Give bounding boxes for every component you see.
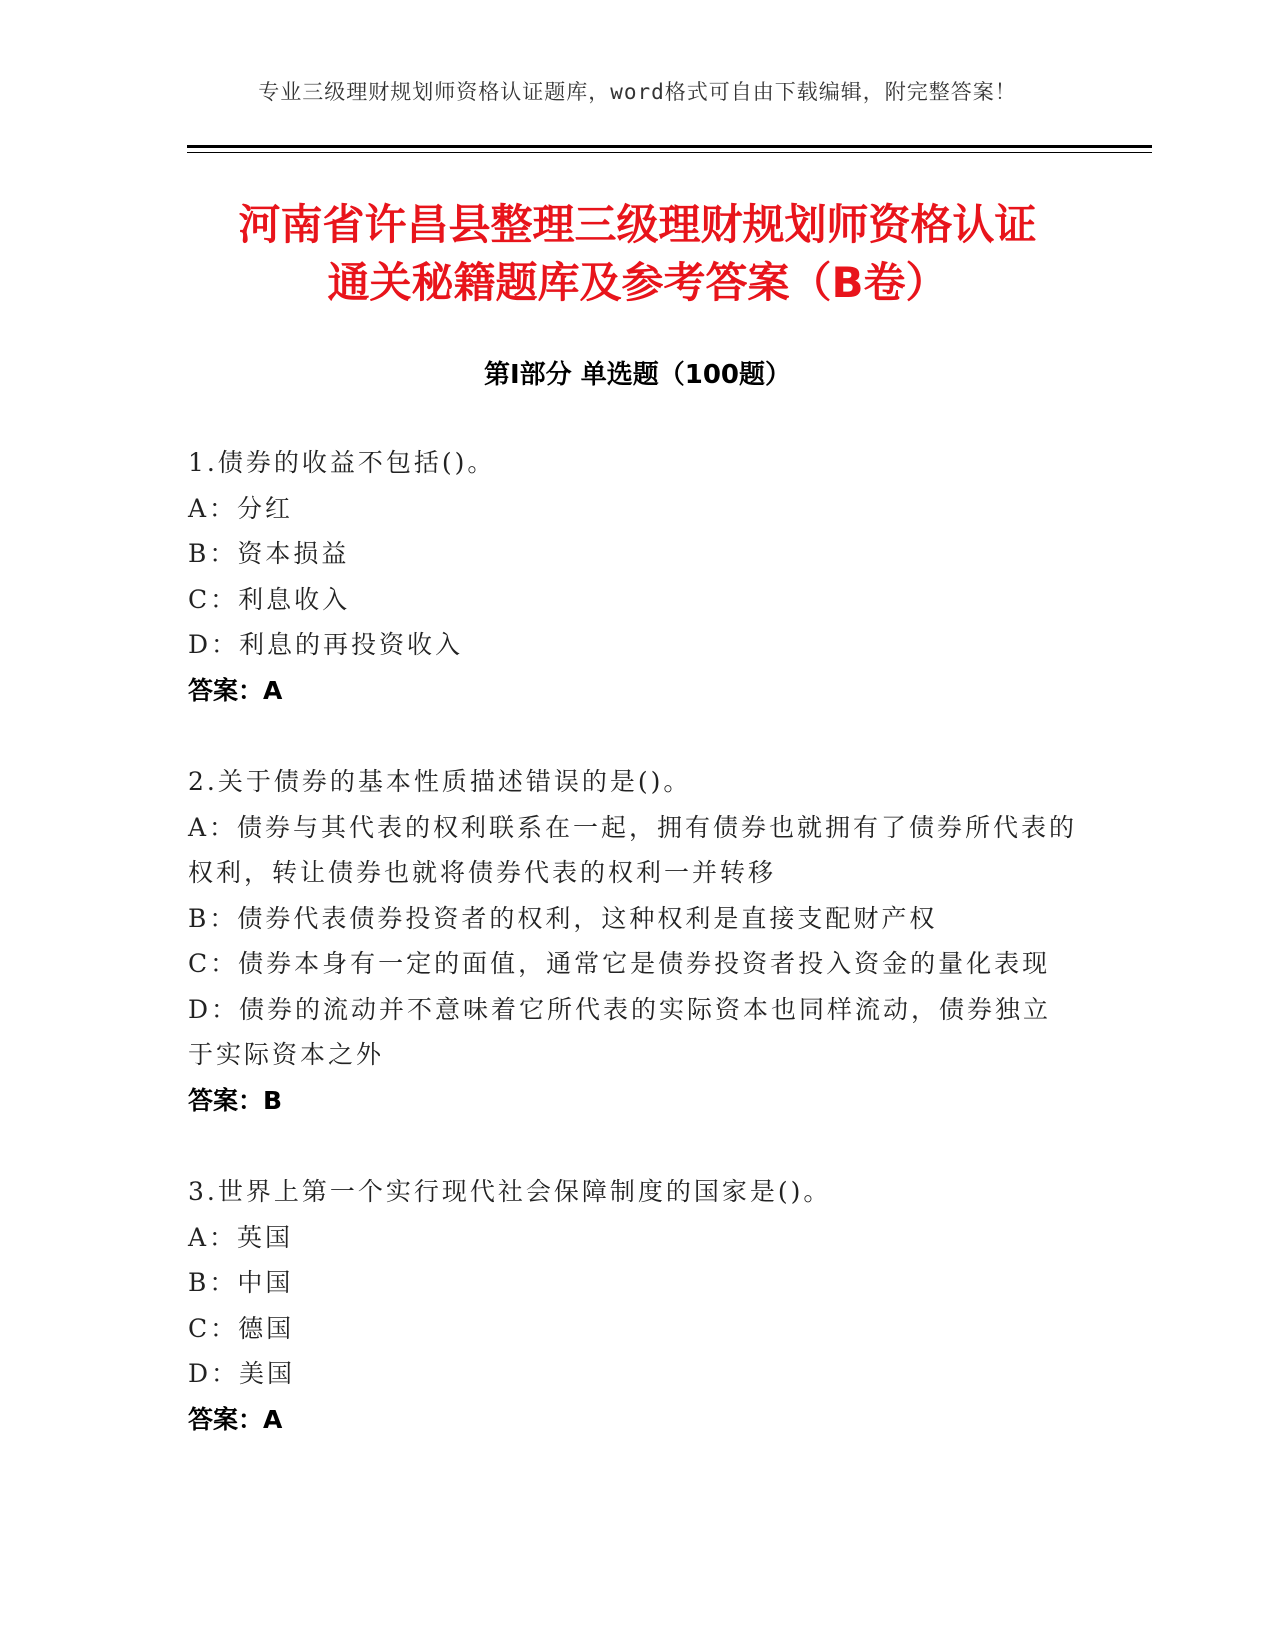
- question-text: 3.世界上第一个实行现代社会保障制度的国家是()。: [188, 1177, 832, 1206]
- header-note: 专业三级理财规划师资格认证题库，word格式可自由下载编辑，附完整答案！: [258, 80, 1017, 104]
- answer: 答案：B: [188, 1085, 283, 1115]
- option-c: C：德国: [188, 1313, 295, 1343]
- title-line-2: 通关秘籍题库及参考答案（B卷）: [327, 258, 948, 307]
- option-a: A：英国: [188, 1222, 294, 1252]
- option-a: A：分红: [188, 493, 294, 523]
- header-rule-thin: [187, 152, 1152, 153]
- option-d: D：利息的再投资收入: [188, 630, 464, 659]
- question-1: [188, 440, 1078, 713]
- option-a: A：债券与其代表的权利联系在一起，拥有债券也就拥有了债券所代表的权利，转让债券也就将债券代表的权利一并转移: [188, 812, 1078, 887]
- answer: 答案：A: [188, 1404, 283, 1434]
- question-list: [188, 440, 1078, 1488]
- option-b: B：资本损益: [188, 539, 350, 568]
- document-title: [150, 196, 1125, 312]
- title-line-1: 河南省许昌县整理三级理财规划师资格认证: [238, 200, 1037, 249]
- option-d: D：债券的流动并不意味着它所代表的实际资本也同样流动，债券独立于实际资本之外: [188, 994, 1052, 1069]
- question-2: [188, 759, 1078, 1123]
- answer: 答案：A: [188, 675, 283, 705]
- header-rule-thick: [187, 145, 1152, 148]
- section-title: 第Ⅰ部分 单选题（100题）: [484, 360, 791, 390]
- question-text: 1.债券的收益不包括()。: [188, 448, 496, 477]
- option-d: D：美国: [188, 1359, 296, 1388]
- question-3: [188, 1169, 1078, 1442]
- option-b: B：中国: [188, 1268, 294, 1297]
- option-b: B：债券代表债券投资者的权利，这种权利是直接支配财产权: [188, 903, 938, 933]
- option-c: C：利息收入: [188, 584, 351, 614]
- option-c: C：债券本身有一定的面值，通常它是债券投资者投入资金的量化表现: [188, 949, 1051, 978]
- question-text: 2.关于债券的基本性质描述错误的是()。: [188, 767, 692, 796]
